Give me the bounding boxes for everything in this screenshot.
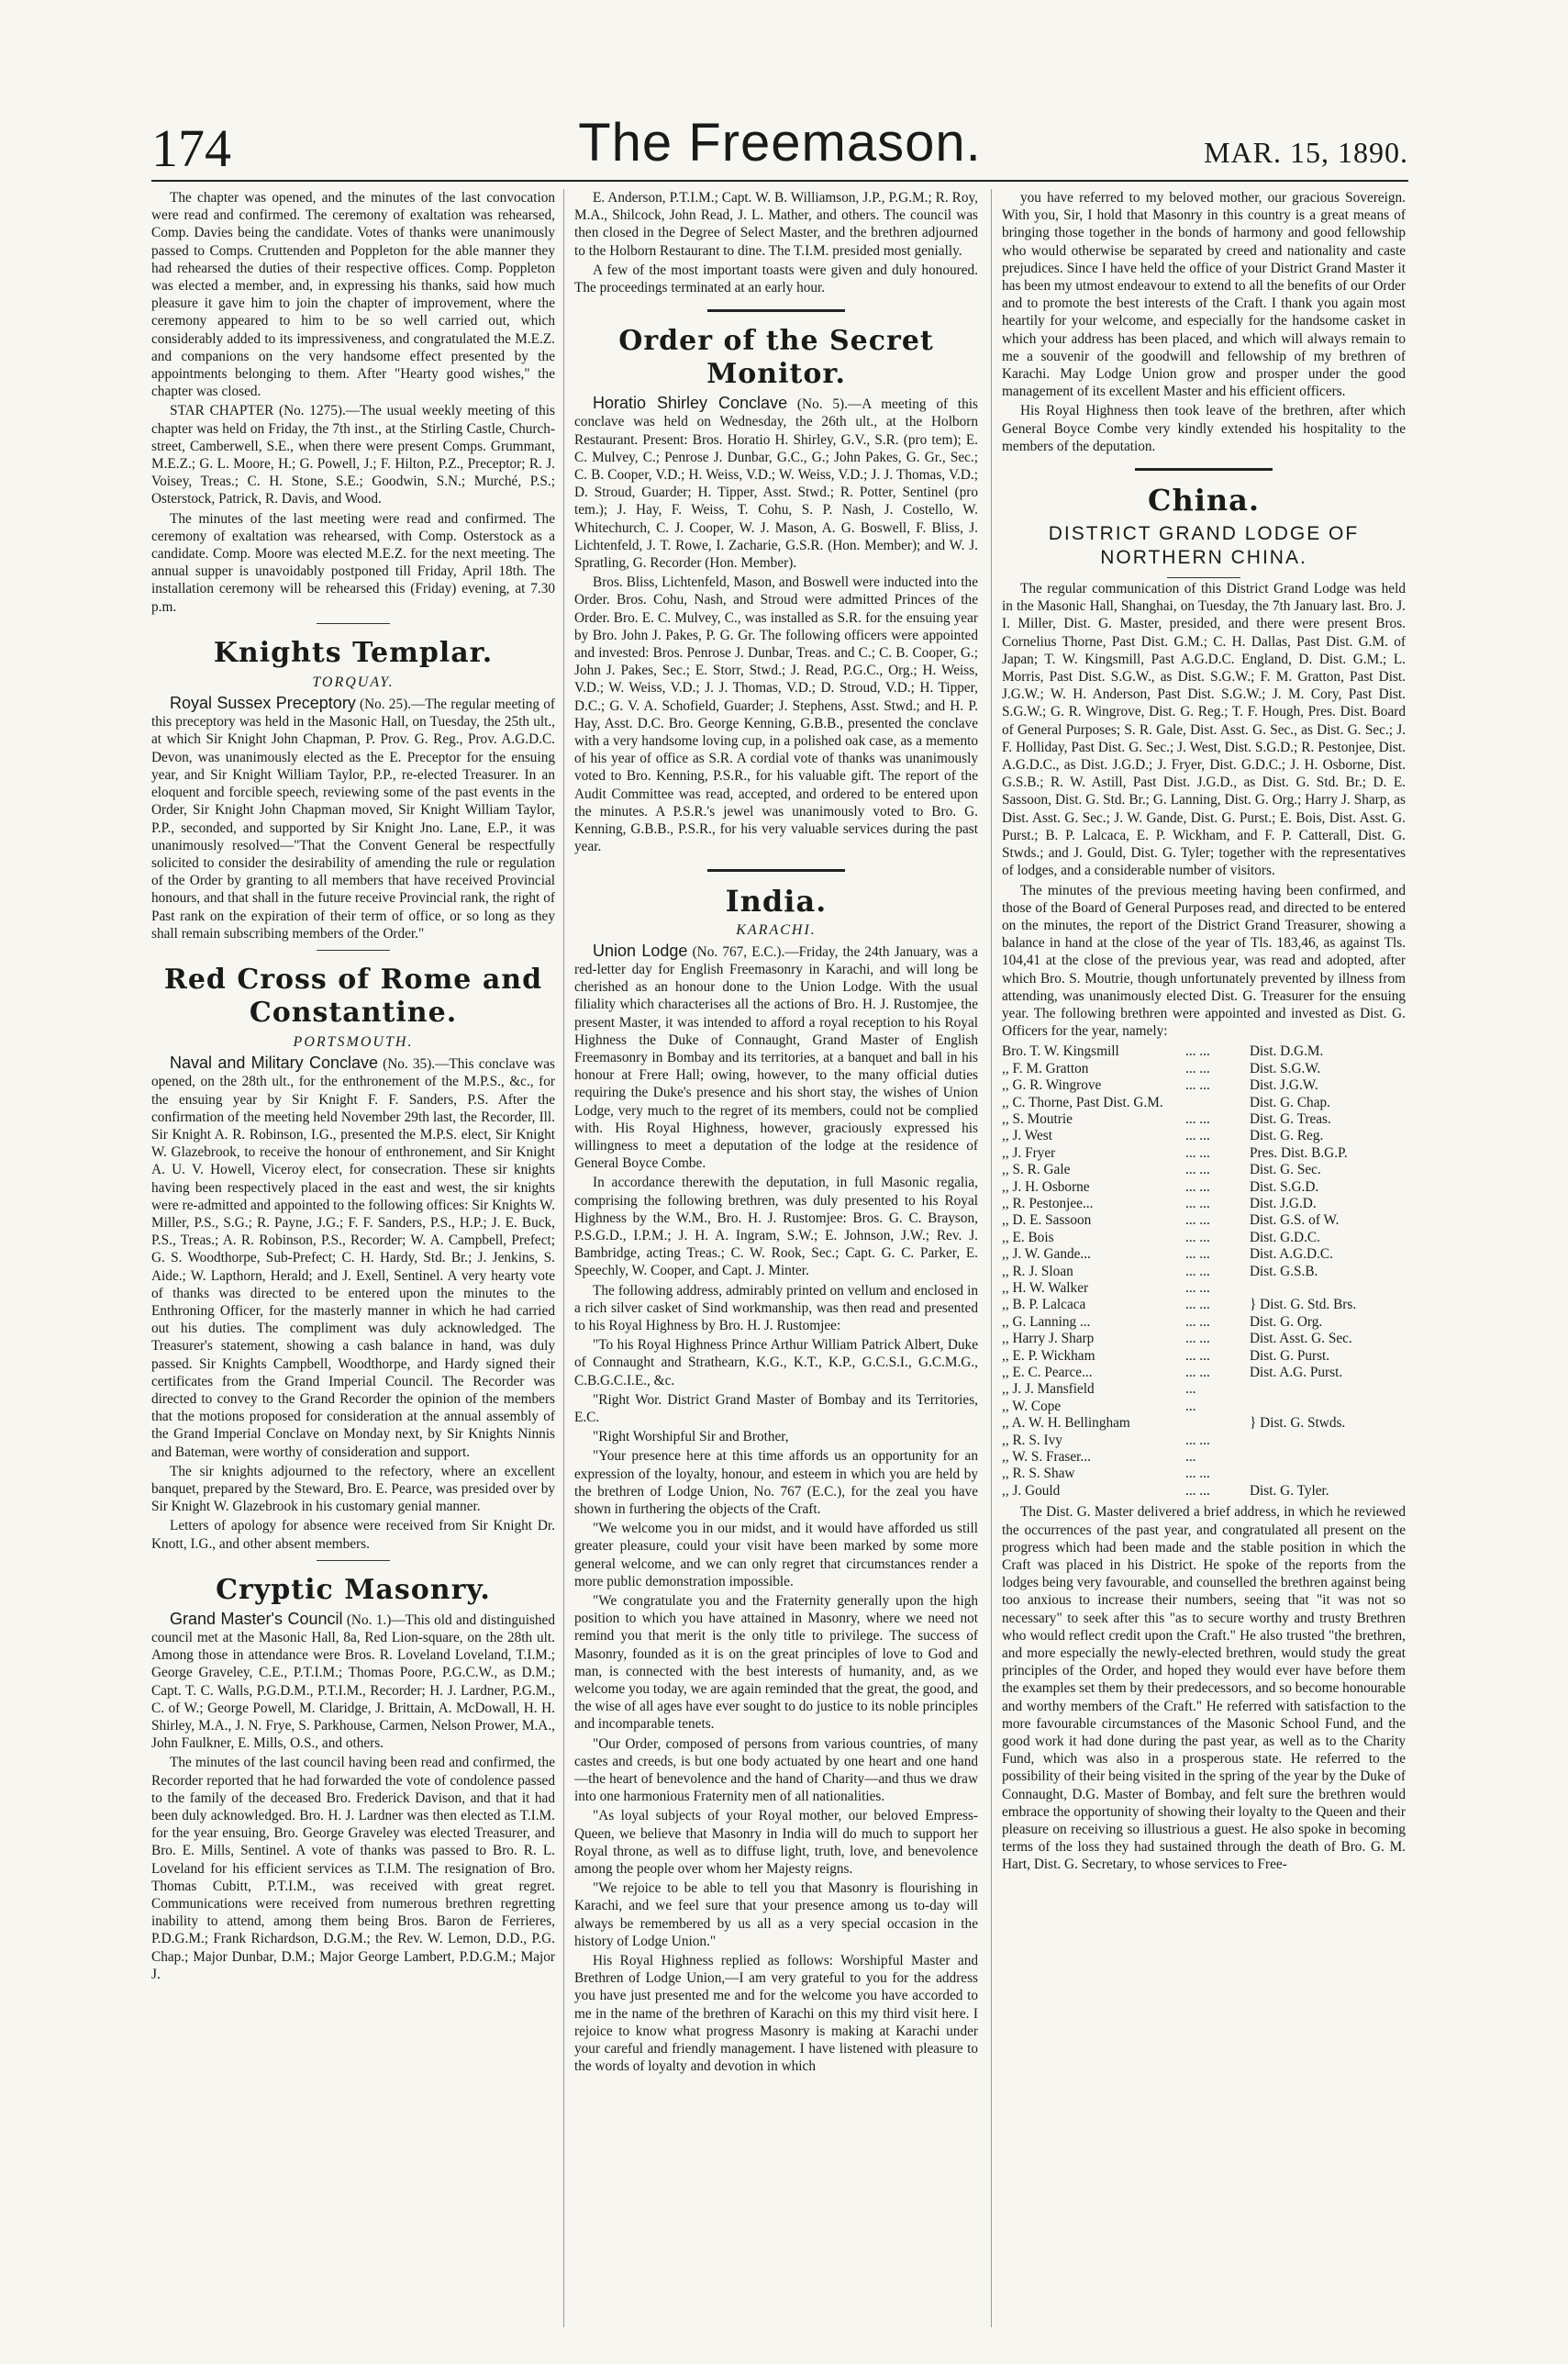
report-paragraph: [574, 395, 978, 572]
officer-office: [1250, 1449, 1406, 1466]
officer-office: [1250, 1381, 1406, 1398]
officer-row: [1002, 1483, 1406, 1500]
officer-leader-dots: ... ...: [1185, 1263, 1210, 1279]
officer-row: [1002, 1162, 1406, 1178]
section-rule: [707, 309, 845, 312]
officer-office: Dist. J.G.W.: [1250, 1077, 1318, 1094]
officer-office: Dist. G. Sec.: [1250, 1162, 1321, 1178]
officer-office: Dist. S.G.D.: [1250, 1178, 1319, 1195]
officer-leader-dots: ... ...: [1185, 1195, 1210, 1211]
column-divider: [563, 189, 564, 2327]
officer-leader-dots: ...: [1185, 1381, 1196, 1398]
officer-name: ,, J. West: [1002, 1128, 1053, 1144]
officer-row: [1002, 1280, 1406, 1297]
officer-name: ,, A. W. H. Bellingham: [1002, 1415, 1130, 1432]
officer-row: [1002, 1331, 1406, 1347]
officer-office: Dist. G.D.C.: [1250, 1229, 1320, 1245]
report-paragraph: [151, 1611, 555, 1753]
officer-leader-dots: ... ...: [1185, 1331, 1210, 1347]
officer-row: [1002, 1264, 1406, 1280]
officer-name: ,, J. Gould: [1002, 1482, 1061, 1499]
officer-office: } Dist. G. Stwds.: [1250, 1415, 1346, 1432]
paragraph: you have referred to my beloved mother, our gracious Sovereign. With you, Sir, I hold that Masonry in this country is a great means of bringing those together in the bonds of harmony and good fellowship who would otherwise be separated by creed and nationality and caste prejudices. Since I have held the office of your District Grand Master it has been my utmost endeavour to extend to all the benefits of our Order and to promote the best interests of the Craft. I thank you again most heartily for your welcome, and especially for the handsome casket in which your address has been placed, and which will always remain to me a souvenir of the goodwill and fellowship of my brethren of Karachi. May Lodge Union grow and prosper under the good management of its excellent Master and his efficient officers.: [1002, 190, 1406, 400]
officer-name: ,, J. H. Osborne: [1002, 1178, 1090, 1195]
officer-name: ,, R. S. Shaw: [1002, 1466, 1075, 1482]
officer-row: [1002, 1077, 1406, 1094]
report-text: (No. 5).—A meeting of this conclave was held on Wednesday, the 26th ult., at the Holborn Restaurant. Present: Bros. Horatio H. Shirley, G.V., S.R. (pro tem); E. C. Mulvey, C.; Penrose J. Dunbar, G.C., G.; John Pakes, G. Gr., Sec.; C. B. Cooper, V.D.; H. Weiss, V.D.; W. Weiss, V.D.; J. J. Thomas, V.D.; D. Stroud, Guarder; H. Tipper, Asst. Stwd.; R. Potter, Sentinel (pro tem.); J. Hay, F. Weiss, T. Cohu, S. P. Nash, J. Costello, W. Whitechurch, C. J. Cooper, W. J. Mason, A. G. Boswell, F. Bliss, J. Lichtenfeld, J. T. Rowe, I. Zacharie, G.S.R. (Hon. Member); and W. J. Spratling, G. Recorder (Hon. Member).: [574, 396, 978, 572]
officer-row: [1002, 1314, 1406, 1331]
paragraph: The regular communication of this District Grand Lodge was held in the Masonic Hall, Shanghai, on Tuesday, the 7th January last. Bro. J. I. Miller, Dist. G. Master, presided, and there were present Bros. Cornelius Thorne, Past Dist. G.M.; C. H. Dallas, Past Dist. G.M. of Japan; T. W. Kingsmill, Past A.G.D.C. England, D. Dist. G.M.; L. Morris, Past Dist. S.G.W., as Dist. S.G.W.; F. M. Gratton, Past Dist. J.G.W.; W. H. Anderson, Past Dist. S.G.W.; J. M. Cory, Past Dist. S.G.W.; G. R. Wingrove, Dist. G. Reg.; T. F. Hough, Pres. Dist. Board of General Purposes; S. R. Gale, Dist. Asst. G. Sec., as Dist. G. Sec.; J. F. Holliday, Past Dist. G. Sec.; J. West, Dist. S.G.D.; R. Pestonjee, Dist. A.G.D.C., as Dist. J.G.D.; J. Fryer, Dist. G.D.C.; J. H. Osborne, Dist. G.S.B.; R. W. Astill, Past Dist. J.G.D., as Dist. G. Std. Br.; D. E. Sassoon, Dist. G. Std. Br.; G. Lanning, Dist. G. Org.; Harry J. Sharp, as Dist. Asst. G. Sec.; J. W. Gande, Dist. G. Purst.; E. Bois, Dist. Asst. G. Purst.; B. P. Lalcaca, E. P. Wickham, and F. P. Catterall, Dist. G. Stwds.; and J. Gould, Dist. G. Tyler; together with the representatives of lodges, and a considerable number of visitors.: [1002, 581, 1406, 879]
officer-leader-dots: [1185, 1415, 1250, 1432]
officer-office: Dist. G. Org.: [1250, 1313, 1323, 1330]
address-paragraph: "Right Worshipful Sir and Brother,: [593, 1429, 789, 1445]
report-paragraph: [574, 942, 978, 1173]
place-heading: TORQUAY.: [312, 674, 395, 690]
officers-table: [1002, 1043, 1406, 1500]
officer-name: ,, C. Thorne, Past Dist. G.M.: [1002, 1094, 1163, 1110]
officer-office: Dist. G. Reg.: [1250, 1128, 1324, 1144]
officer-leader-dots: ... ...: [1185, 1229, 1210, 1245]
place-heading: KARACHI.: [736, 921, 817, 938]
officer-row: [1002, 1466, 1406, 1482]
page-number: 174: [151, 118, 231, 178]
officer-office: [1250, 1280, 1406, 1297]
officer-row: [1002, 1061, 1406, 1077]
officer-office: Dist. S.G.W.: [1250, 1060, 1321, 1076]
officer-name: ,, Harry J. Sharp: [1002, 1331, 1095, 1347]
officer-name: ,, J. Fryer: [1002, 1144, 1056, 1161]
officer-row: [1002, 1095, 1406, 1111]
report-text: (No. 25).—The regular meeting of this preceptory was held in the Masonic Hall, on Tuesday, the 25th ult., at which Sir Knight John Chapman, P. Prov. G. Reg., Prov. A.G.D.C. Devon, was unanimously elected as the E. Preceptor for the ensuing year, and Sir Knight William Taylor, P.P., re-elected Treasurer. In an eloquent and forcible speech, reviewing some of the past events in the Order, Sir Knight John Chapman moved, Sir Knight William Taylor, P.P., seconded, and supported by Sir Knight Jno. Lane, E.P., it was unanimously resolved—"That the Convent General be respectfully solicited to consider the desirability of amending the rule or regulation of the Order by granting to all members that have received Provincial honours, and that shall in the future receive Provincial rank, the right of Past rank on the expiration of their term of office, or so long as they shall remain subscribing members of the Order.": [151, 697, 555, 942]
officer-row: [1002, 1365, 1406, 1381]
officer-row: [1002, 1449, 1406, 1466]
section-rule: [707, 869, 845, 872]
officer-office: Dist. G. Tyler.: [1250, 1482, 1329, 1499]
officer-name: ,, S. Moutrie: [1002, 1110, 1073, 1127]
officer-office: Dist. G. Purst.: [1250, 1347, 1330, 1364]
section-rule: [317, 950, 390, 951]
officer-name: ,, R. J. Sloan: [1002, 1263, 1073, 1279]
place-heading: PORTSMOUTH.: [293, 1033, 414, 1050]
officer-leader-dots: ... ...: [1185, 1212, 1210, 1229]
officer-leader-dots: ... ...: [1185, 1297, 1210, 1313]
section-heading-knights-templar: Knights Templar.: [213, 636, 494, 669]
officer-leader-dots: ... ...: [1185, 1246, 1210, 1263]
address-paragraph: "We welcome you in our midst, and it would have afforded us still greater pleasure, could your visit have been marked by some more general welcome, and we can only regret that circumstances render a more public demonstration impossible.: [574, 1521, 978, 1589]
section-heading-cryptic-masonry: Cryptic Masonry.: [216, 1573, 491, 1606]
officer-leader-dots: ... ...: [1185, 1280, 1210, 1297]
section-heading-india: India.: [725, 883, 828, 919]
paragraph: The minutes of the previous meeting having been confirmed, and those of the Board of General Purposes read, and directed to be entered on the minutes, the report of the District Grand Treasurer, showing a balance in hand at the close of the year of Tls. 183,46, as against Tls. 104,41 at the close of the previous year, was read and adopted, after which Bro. S. Moutrie, though unfortunately prevented by illness from attending, was unanimously elected Dist. G. Treasurer for the ensuing year. The following brethren were appointed and invested as Dist. G. Officers for the year, namely:: [1002, 882, 1406, 1040]
officer-leader-dots: ... ...: [1185, 1466, 1210, 1482]
officer-office: Dist. J.G.D.: [1250, 1195, 1317, 1211]
paragraph: STAR CHAPTER (No. 1275).—The usual weekly meeting of this chapter was held on Friday, the 7th inst., at the Stirling Castle, Church-street, Camberwell, S.E., when there were present Comps. Grummant, M.E.Z.; G. L. Moore, H.; G. Powell, J.; F. Hilton, P.Z., Preceptor; R. J. Voisey, Treas.; C. H. Stone, S.E.; Goodwin, S.N.; Murché, P.S.; Osterstock, Patrick, R. Davis, and Wood.: [151, 403, 555, 507]
issue-date: MAR. 15, 1890.: [1204, 136, 1408, 169]
officer-name: ,, G. Lanning ...: [1002, 1313, 1091, 1330]
officer-leader-dots: [1185, 1095, 1250, 1111]
page-header: [151, 108, 1408, 182]
reply-paragraph: His Royal Highness replied as follows: Worshipful Master and Brethren of Lodge Union,—I am very grateful to you for the address you have just presented me and for the welcome you have accorded to me in the name of the brethren of Karachi on this my third visit here. I rejoice to know what progress Masonry is making at Karachi under your careful and friendly management. I have listened with pleasure to the words of loyalty and devotion in which: [574, 1953, 978, 2075]
paragraph: His Royal Highness then took leave of the brethren, after which General Boyce Combe very kindly extended his hospitality to the members of the deputation.: [1002, 403, 1406, 454]
section-rule: [1167, 577, 1240, 578]
officer-leader-dots: ... ...: [1185, 1365, 1210, 1381]
officer-name: ,, G. R. Wingrove: [1002, 1077, 1102, 1094]
report-text: (No. 1.)—This old and distinguished council met at the Masonic Hall, 8a, Red Lion-square, on the 28th ult. Among those in attendance were Bros. R. Loveland Loveland, T.I.M.; George Graveley, C.E., P.T.I.M.; Thomas Poore, P.G.C.W., as D.M.; Capt. T. C. Walls, P.G.D.M., P.T.I.M., Recorder; H. J. Lardner, P.G.M., C. of W.; George Powell, M. Claridge, J. Brittain, A. McDowall, H. H. Shirley, M.A., J. N. Frye, S. Parkhouse, Carmen, Nelson Prower, M.A., John Faulkner, E. Mills, O.S., and others.: [151, 1611, 555, 1752]
report-paragraph: [151, 695, 555, 942]
paragraph: The minutes of the last council having been read and confirmed, the Recorder reported that he had forwarded the vote of condolence passed to the family of the deceased Bro. Frederick Davison, and that it had been duly acknowledged. Bro. H. J. Lardner was then elected as T.I.M. for the year ensuing, Bro. George Graveley was elected Treasurer, and Bro. E. Mills, Sentinel. A vote of thanks was passed to Bro. R. L. Loveland for his efficient services as T.I.M. The resignation of Bro. Thomas Cubitt, P.T.I.M., was received with great regret. Communications were received from numerous brethren regretting inability to attend, among them being Bros. Baron de Ferrieres, P.D.G.M.; Frank Richardson, D.G.M.; the Rev. W. Lemon, D.D., P.G. Chap.; Major Dunbar, D.M.; Major George Lambert, P.D.G.M.; Major J.: [151, 1755, 555, 1982]
officer-name: Bro. T. W. Kingsmill: [1002, 1043, 1119, 1060]
officer-leader-dots: ... ...: [1185, 1043, 1210, 1060]
officer-name: ,, J. J. Mansfield: [1002, 1381, 1095, 1398]
officer-name: ,, E. C. Pearce...: [1002, 1365, 1093, 1381]
officer-name: ,, W. S. Fraser...: [1002, 1449, 1091, 1466]
officer-name: ,, R. S. Ivy: [1002, 1432, 1062, 1448]
officer-leader-dots: ... ...: [1185, 1144, 1210, 1161]
address-paragraph: "As loyal subjects of your Royal mother, our beloved Empress-Queen, we believe that Masonry in India will do much to support her Royal throne, as well as to diffuse light, truth, love, and benevolence among the people over whom her Majesty reigns.: [574, 1808, 978, 1878]
officer-row: [1002, 1043, 1406, 1060]
address-paragraph: "We congratulate you and the Fraternity generally upon the high position to which you have attained in Masonry, where we need not remind you that merit is the only title to privilege. The success of Masonry, founded as it is on the great principles of love to God and man, is connected with the best interests of humanity, and, as we welcome you today, we are again reminded that the great, the good, and the wise of all ages have ever sought to do justice to its noble principles and incomparable tenets.: [574, 1593, 978, 1733]
officer-name: ,, W. Cope: [1002, 1398, 1062, 1414]
officer-row: [1002, 1433, 1406, 1449]
address-paragraph: "To his Royal Highness Prince Arthur William Patrick Albert, Duke of Connaught and Strathearn, K.G., K.T., K.P., G.C.S.I., G.C.M.G., C.B.G.C.I.E., &c.: [574, 1337, 978, 1388]
header-rule: [151, 180, 1408, 182]
officer-row: [1002, 1381, 1406, 1398]
section-rule: [317, 623, 390, 624]
lodge-name: Union Lodge: [593, 941, 688, 960]
officer-office: Dist. Asst. G. Sec.: [1250, 1331, 1352, 1347]
section-heading-red-cross: Red Cross of Rome and Constantine.: [163, 963, 543, 1029]
officer-leader-dots: ... ...: [1185, 1128, 1210, 1144]
officer-leader-dots: ... ...: [1185, 1178, 1210, 1195]
officer-office: Dist. D.G.M.: [1250, 1043, 1324, 1060]
column-2: [574, 189, 978, 2336]
paragraph: E. Anderson, P.T.I.M.; Capt. W. B. Williamson, J.P., P.G.M.; R. Roy, M.A., Shilcock, John Read, J. L. Mather, and others. The council was then closed in the Degree of Select Master, and the brethren adjourned to the Holborn Restaurant to dine. The T.I.M. presided most genially.: [574, 190, 978, 259]
officer-row: [1002, 1196, 1406, 1212]
address-paragraph: "Our Order, composed of persons from various countries, of many castes and creeds, is but one body actuated by one heart and one hand—the heart of benevolence and the hand of Charity—and thus we draw into one harmonious Fraternity men of all nationalities.: [574, 1735, 978, 1805]
officer-name: ,, E. Bois: [1002, 1229, 1054, 1245]
lodge-name: Naval and Military Conclave: [170, 1054, 379, 1073]
officer-row: [1002, 1348, 1406, 1365]
officer-office: [1250, 1466, 1406, 1482]
officer-row: [1002, 1128, 1406, 1144]
paragraph: The sir knights adjourned to the refectory, where an excellent banquet, prepared by the Steward, Bro. E. Pearce, was presided over by Sir Knight W. Glazebrook in his customary genial manner.: [151, 1463, 555, 1515]
officer-office: Dist. G.S.B.: [1250, 1263, 1318, 1279]
officer-row: [1002, 1415, 1406, 1432]
officer-leader-dots: ... ...: [1185, 1347, 1210, 1364]
report-text: (No. 35).—This conclave was opened, on the 28th ult., for the enthronement of the M.P.S., &c., for the ensuing year by Sir Knight F. F. Sanders, P.S. After the confirmation of the meeting held November 29th last, the Recorder, Ill. Sir Knight A. R. Robinson, I.G., presented the M.P.S. elect, Sir Knight W. Glazebrook, to receive the honour of enthronement, and Sir Knight A. U. V. Howell, Viceroy elect, for consecration. These sir knights having been respectively placed in the east and west, the sir knights were re-admitted and appointed to the following offices: Sir Knights W. Miller, P.S., S.G.; R. Payne, J.G.; F. F. Sanders, P.S., H.P.; J. E. Buck, P.S., Treas.; A. R. Robinson, P.S., Recorder; W. A. Campbell, Prefect; G. S. Woodthorpe, Sub-Prefect; C. H. Hardy, Std. Br.; J. Jenkins, S. Aide.; W. Lapthorn, Herald; and J. Exell, Sentinel. A very hearty vote of thanks was directed to be entered upon the minutes to the Enthroning Officer, for the masterly manner in which he had carried out his duties. The compliment was duly acknowledged. The Treasurer's statement, showing a cash balance in hand, was duly passed. Sir Knights Campbell, Woodthorpe, and Hardy signed their certificates from the Grand Imperial Council. The Recorder was directed to convey to the Grand Recorder the opinion of the members that the motions proposed for consideration at the annual assembly of the Grand Imperial Conclave on Monday next, by Sir Knights Ninnis and Bateman, were worthy of consideration and support.: [151, 1056, 555, 1460]
paragraph: The chapter was opened, and the minutes of the last convocation were read and confirmed. The ceremony of exaltation was rehearsed, Comp. Davies being the candidate. Votes of thanks were unanimously passed to Comps. Cruttenden and Poppleton for the able manner they had rehearsed the duties of their respective offices. Comp. Poppleton was elected a member, and, in expressing his thanks, said how much pleasure it gave him to join the chapter of improvement, where the ceremony appeared to him to be so well carried out, which considerably added to its impressiveness, and congratulated the M.E.Z. and companions on the very handsome effect presented by the appointments belonging to them. After "Hearty good wishes," the chapter was closed.: [151, 190, 555, 400]
paragraph: The following address, admirably printed on vellum and enclosed in a rich silver casket of Sind workmanship, was then read and presented to his Royal Highness by Bro. H. J. Rustomjee:: [574, 1282, 978, 1333]
subheading-district-grand-lodge: DISTRICT GRAND LODGE OF NORTHERN CHINA.: [1048, 523, 1360, 569]
address-paragraph: "We rejoice to be able to tell you that Masonry is flourishing in Karachi, and we feel sure that your presence among us to-day will always be remembered by us all as a very special occasion in the history of Lodge Union.": [574, 1880, 978, 1949]
officer-office: } Dist. G. Std. Brs.: [1250, 1297, 1357, 1313]
masthead-title: The Freemason.: [578, 113, 982, 173]
officer-leader-dots: ... ...: [1185, 1077, 1210, 1094]
column-3: [1002, 189, 1406, 2336]
lodge-name: Grand Master's Council: [170, 1609, 343, 1628]
officer-row: [1002, 1179, 1406, 1196]
officer-name: ,, F. M. Gratton: [1002, 1060, 1089, 1076]
officer-leader-dots: ... ...: [1185, 1110, 1210, 1127]
officer-leader-dots: ... ...: [1185, 1482, 1210, 1499]
officer-leader-dots: ... ...: [1185, 1313, 1210, 1330]
officer-office: Dist. A.G. Purst.: [1250, 1365, 1343, 1381]
officer-office: Dist. G. Chap.: [1250, 1094, 1330, 1110]
column-divider: [991, 189, 992, 2327]
paragraph: The Dist. G. Master delivered a brief address, in which he reviewed the occurrences of the past year, and congratulated all present on the progress which had been made and the stable position in which the Craft was placed in his District. He spoke of the reports from the lodges being very favourable, and counselled the brethren against being too anxious to increase their numbers, seeing that "it was not so necessary" to seek after this "as to secure worthy and trusty Brethren who would reflect credit upon the Craft." He also trusted "the brethren, and more especially the newly-elected brethren, would study the great principles of the Order, and hoped they would ever have before them the examples set them by their predecessors, and so become honourable and worthy members of the Craft." He referred with satisfaction to the more favourable circumstances of the Masonic School Fund, and the good work it had done during the past year, as well as to the Charity Fund, which was also in a prosperous state. He referred to the possibility of their being visited in the spring of the year by the Duke of Connaught, D.G. Master of Bombay, and felt sure the brethren would embrace the opportunity of showing their loyalty to the Queen and their pleasure on receiving so illustrious a guest. He also spoke in becoming terms of the loss they had sustained through the death of Bro. G. M. Hart, Dist. G. Secretary, to whose services to Free-: [1002, 1504, 1406, 1873]
officer-leader-dots: ... ...: [1185, 1060, 1210, 1076]
address-paragraph: "Your presence here at this time affords us an opportunity for an expression of the loyalty, honour, and esteem in which you are held by the brethren of Lodge Union, No. 767 (E.C.), for the zeal you have shown in furthering the objects of the Craft.: [574, 1448, 978, 1517]
paragraph: Bros. Bliss, Lichtenfeld, Mason, and Boswell were inducted into the Order. Bros. Cohu, Nash, and Stroud were admitted Princes of the Order. Bro. E. C. Mulvey, C., was installed as S.R. for the ensuing year by Bro. John J. Pakes, P. G. Gr. The following officers were appointed and invested: Bros. Penrose J. Dunbar, Treas. and C.; C. B. Cooper, G.; John J. Pakes, Sec.; E. Storr, Stwd.; J. Read, P.G.C., Org.; H. Weiss, V.D.; W. Weiss, V.D.; J. J. Thomas, V.D.; D. Stroud, V.D.; H. Tipper, D.C.; G. V. A. Schofield, Guarder; J. Stephens, Asst. Stwd.; and H. P. Hay, Asst. D.C. Bro. George Kenning, G.B.B., presented the conclave with a very handsome loving cup, in a polished oak case, as a memento of his year of office as S.R. A cordial vote of thanks was unanimously voted to Bro. Kenning, P.S.R., for his valuable gift. The report of the Audit Committee was read, accepted, and ordered to be entered upon the minutes. A P.S.R.'s jewel was unanimously voted to Bro. G. Kenning, G.B.B., P.S.R., for his very valuable services during the past year.: [574, 574, 978, 855]
officer-office: Dist. G.S. of W.: [1250, 1212, 1340, 1229]
paragraph: Letters of apology for absence were received from Sir Knight Dr. Knott, I.G., and other absent members.: [151, 1518, 555, 1552]
report-paragraph: [151, 1054, 555, 1461]
officer-name: ,, D. E. Sassoon: [1002, 1212, 1092, 1229]
officer-row: [1002, 1212, 1406, 1229]
address-paragraph: "Right Wor. District Grand Master of Bombay and its Territories, E.C.: [574, 1391, 978, 1425]
officer-leader-dots: ... ...: [1185, 1162, 1210, 1178]
officer-office: Dist. A.G.D.C.: [1250, 1246, 1333, 1263]
officer-row: [1002, 1246, 1406, 1263]
officer-row: [1002, 1230, 1406, 1246]
report-text: (No. 767, E.C.).—Friday, the 24th January, was a red-letter day for English Freemasonry in Karachi, and will long be cherished as an honour done to the Union Lodge. With the usual filiality which characterises all the actions of Bro. H. J. Rustomjee, the present Master, it was intended to afford a royal reception to his Royal Highness the Duke of Connaught, Grand Master of English Freemasonry in Bombay and its territories, at a banquet and ball in his honour at Frere Hall; owing, however, to the many official duties requiring the Duke's presence and his short stay, the wishes of Union Lodge, very much to the regret of its members, could not be complied with. His Royal Highness, however, graciously expressed his willingness to meet a deputation of the lodge at the residence of General Boyce Combe.: [574, 943, 978, 1172]
officer-office: [1250, 1399, 1406, 1415]
officer-leader-dots: ...: [1185, 1449, 1196, 1466]
officer-row: [1002, 1111, 1406, 1128]
officer-name: ,, H. W. Walker: [1002, 1280, 1089, 1297]
paragraph: A few of the most important toasts were given and duly honoured. The proceedings terminated at an early hour.: [574, 262, 978, 296]
paragraph: In accordance therewith the deputation, in full Masonic regalia, comprising the following brethren, was duly presented to his Royal Highness by the W.M., Bro. H. J. Rustomjee: Bros. G. C. Brayson, P.S.G.D., I.P.M.; J. H. A. Ingram, S.W.; E. Johnson, J.W.; Rev. J. Bambridge, acting Treas.; C. W. Rook, Sec.; Capt. G. C. Parker, E. Speechly, W. Cooper, and Capt. J. Minter.: [574, 1175, 978, 1279]
officer-name: ,, R. Pestonjee...: [1002, 1195, 1094, 1211]
officer-name: ,, S. R. Gale: [1002, 1162, 1071, 1178]
lodge-name: Horatio Shirley Conclave: [593, 394, 788, 413]
officer-row: [1002, 1399, 1406, 1415]
section-rule: [1135, 468, 1273, 471]
paragraph: The minutes of the last meeting were read and confirmed. The ceremony of exaltation was rehearsed, with Comp. Osterstock as a candidate. Comp. Moore was elected M.E.Z. for the next meeting. The annual supper is unavoidably postponed till Friday, April 18th. The installation ceremony will be rehearsed this (Friday) evening, at 7.30 p.m.: [151, 510, 555, 615]
officer-name: ,, E. P. Wickham: [1002, 1347, 1095, 1364]
officer-row: [1002, 1297, 1406, 1313]
officer-name: ,, J. W. Gande...: [1002, 1246, 1091, 1263]
officer-leader-dots: ... ...: [1185, 1432, 1210, 1448]
lodge-name: Royal Sussex Preceptory: [170, 694, 356, 713]
officer-office: Dist. G. Treas.: [1250, 1110, 1331, 1127]
officer-leader-dots: ...: [1185, 1398, 1196, 1414]
officer-row: [1002, 1145, 1406, 1162]
section-heading-secret-monitor: Order of the Secret Monitor.: [618, 325, 934, 391]
column-1: [151, 189, 555, 2336]
officer-name: ,, B. P. Lalcaca: [1002, 1297, 1086, 1313]
section-rule: [317, 1560, 390, 1561]
officer-office: [1250, 1433, 1406, 1449]
section-heading-china: China.: [1147, 483, 1261, 519]
officer-office: Pres. Dist. B.G.P.: [1250, 1144, 1348, 1161]
